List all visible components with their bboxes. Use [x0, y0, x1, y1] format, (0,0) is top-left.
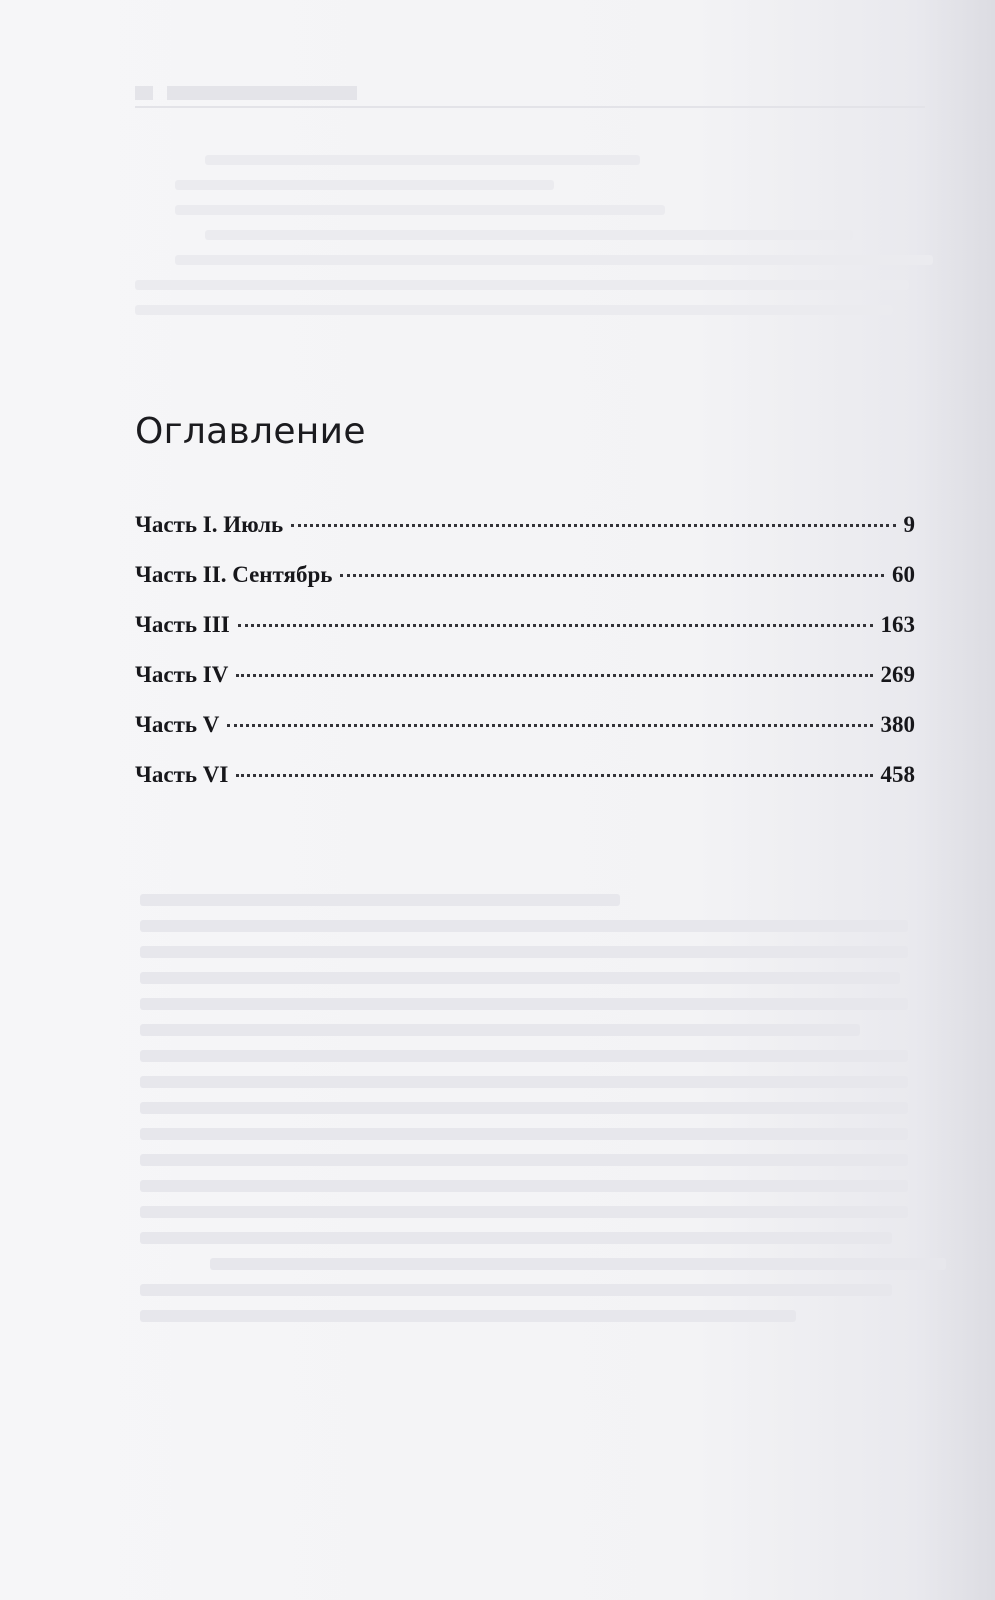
toc-entry-label: Часть VI	[135, 762, 229, 787]
toc-entry-part-2	[135, 562, 915, 612]
toc-dot-leader	[236, 674, 872, 677]
toc-dot-leader	[291, 524, 895, 527]
toc-title: Оглавление	[135, 411, 366, 452]
toc-entry-label: Часть III	[135, 612, 230, 637]
toc-page-number: 9	[903, 512, 915, 537]
toc-page-number: 60	[892, 562, 915, 587]
toc-dot-leader	[238, 624, 873, 627]
toc-dot-leader	[227, 724, 872, 727]
toc-page-number: 380	[880, 712, 915, 737]
toc-page-number: 269	[880, 662, 915, 687]
toc-list	[135, 512, 915, 812]
toc-entry-label: Часть IV	[135, 662, 229, 687]
show-through-text	[135, 140, 925, 330]
toc-entry-part-5	[135, 712, 915, 762]
toc-entry-part-1	[135, 512, 915, 562]
toc-entry-part-3	[135, 612, 915, 662]
toc-entry-label: Часть V	[135, 712, 220, 737]
toc-entry-part-6	[135, 762, 915, 812]
show-through-header	[135, 72, 925, 108]
toc-entry-label: Часть I. Июль	[135, 512, 284, 537]
toc-dot-leader	[236, 774, 872, 777]
toc-entry-label: Часть II. Сентябрь	[135, 562, 333, 587]
toc-page-number: 163	[880, 612, 915, 637]
show-through-text-lower	[140, 880, 940, 1336]
toc-entry-part-4	[135, 662, 915, 712]
toc-page-number: 458	[880, 762, 915, 787]
table-of-contents	[135, 410, 915, 812]
toc-dot-leader	[340, 574, 884, 577]
